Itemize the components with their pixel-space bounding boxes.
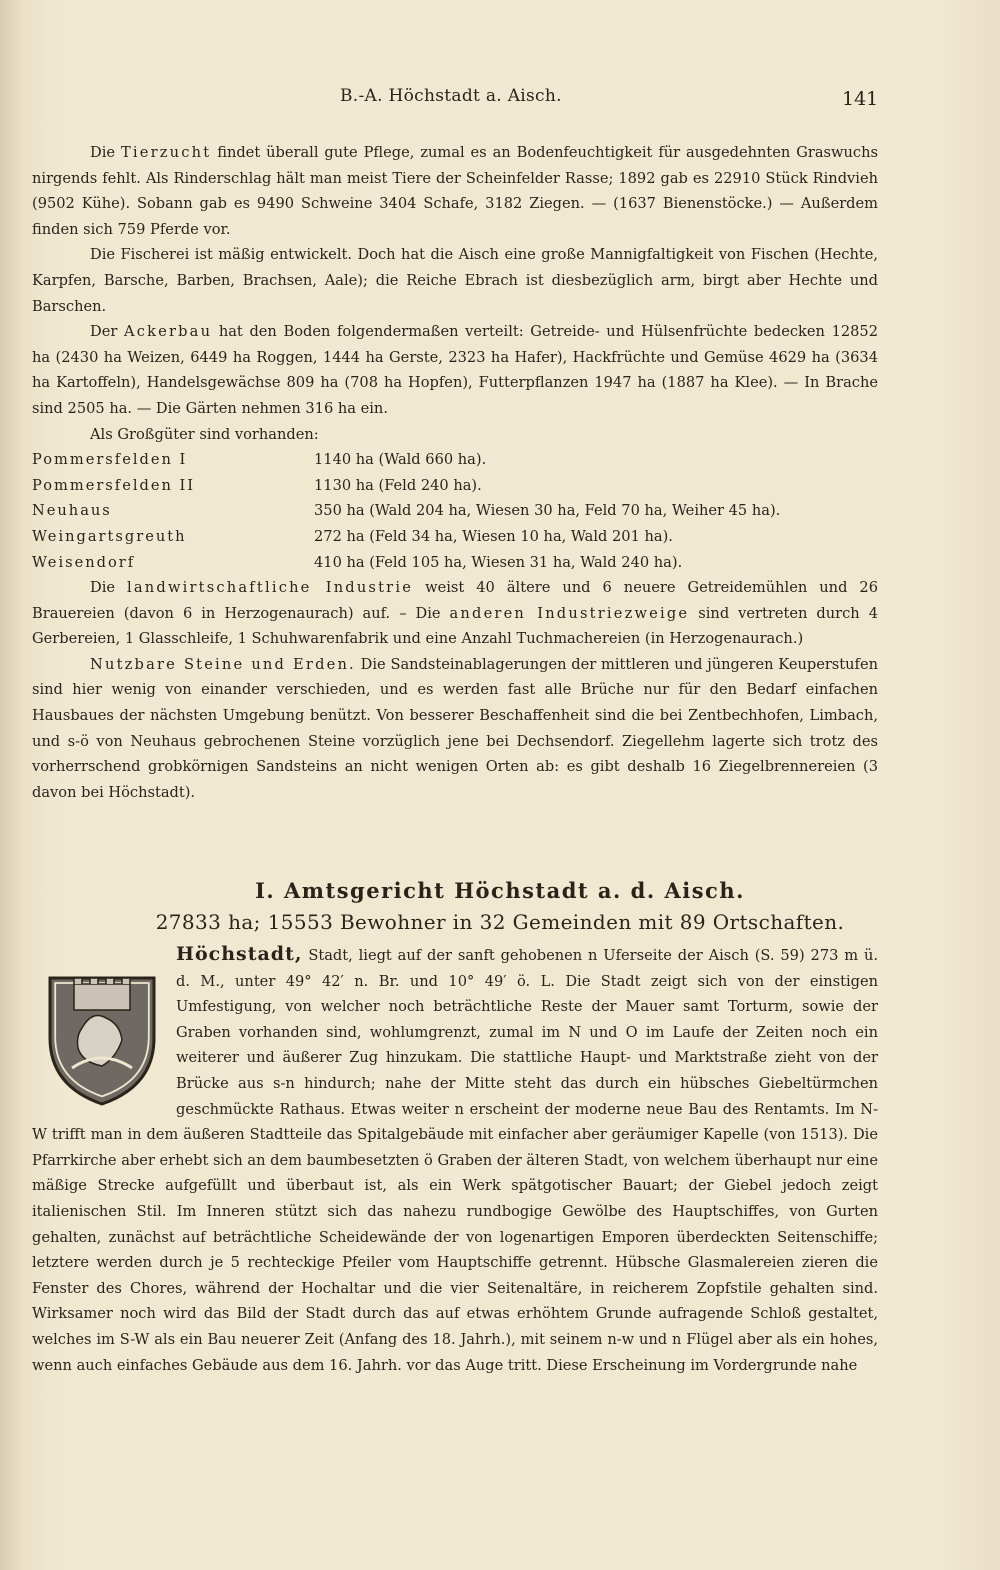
coat-of-arms-icon <box>42 968 162 1108</box>
town-name: Höchstadt, <box>176 943 303 965</box>
text-run: Die <box>90 579 128 597</box>
main-text <box>32 140 878 805</box>
text-run: hat den Boden folgendermaßen verteilt: Getreide- und Hülsenfrüchte bedecken 12852 ha (2430 ha Weizen, 6449 ha Roggen, 1444 ha Gerste, 2323 ha Hafer), Hackfrüchte und Gemüse 4629 ha (3634 ha Kartoffeln), Handelsgewächse 809 ha (708 ha Hopfen), Futterpflanzen 1947 ha (1887 ha Klee). — In Brache sind 2505 ha. — Die Gärten nehmen 316 ha ein. <box>32 323 878 417</box>
estate-name: Pommersfelden I <box>32 451 188 469</box>
text-run: Die <box>90 144 121 161</box>
paragraph-industrie <box>32 575 878 652</box>
spaced-term: Tierzucht <box>120 144 212 161</box>
spaced-term: anderen Industriezweige <box>449 604 690 622</box>
list-item <box>32 447 878 473</box>
town-entry <box>32 942 878 1378</box>
page-header <box>0 86 1000 116</box>
paragraph-steine <box>32 652 878 806</box>
page-number: 141 <box>842 88 879 110</box>
text-run: findet überall gute Pflege, zumal es an Bodenfeuchtigkeit für ausgedehnten Graswuchs nirgends fehlt. Als Rinderschlag hält man meist Tiere der Scheinfelder Rasse; 1892 gab es 22910 Stück Rindvieh (9502 Kühe). Sobann gab es 9490 Schweine 3404 Schafe, 3182 Ziegen. — (1637 Bienenstöcke.) — Außerdem finden sich 759 Pferde vor. <box>32 144 878 238</box>
estates-list <box>32 447 878 575</box>
estate-area: 1140 ha (Wald 660 ha). <box>314 451 487 469</box>
text-run: Die Sandsteinablagerungen der mittleren und jüngeren Keuperstufen sind hier wenig von einander verschieden, und es werden fast alle Brüche nur für den Bedarf einfachen Hausbaues der nächsten Umgebung benützt. Von besserer Beschaffenheit sind die bei Zentbechhofen, Limbach, und s-ö von Neuhaus gebrochenen Steine vorzüglich jene bei Dechsendorf. Ziegellehm lagerte sich trotz des vorherrschend grobkörnigen Sandsteins an nicht wenigen Orten ab: es gibt deshalb 16 Ziegelbrennereien (3 davon bei Höchstadt). <box>32 655 878 801</box>
paragraph-ackerbau <box>32 319 878 421</box>
list-item <box>32 498 878 524</box>
spaced-term: landwirtschaftliche Industrie <box>127 579 414 597</box>
section-subheading: 27833 ha; 15553 Bewohner in 32 Gemeinden mit 89 Ortschaften. <box>155 910 845 934</box>
estate-name: Weisendorf <box>32 553 136 571</box>
estate-area: 410 ha (Feld 105 ha, Wiesen 31 ha, Wald 240 ha). <box>314 553 683 571</box>
spaced-term: Nutzbare Steine und Erden. <box>90 655 356 673</box>
list-item <box>32 524 878 550</box>
list-item <box>32 550 878 576</box>
estate-area: 1130 ha (Feld 240 ha). <box>314 476 482 494</box>
estate-area: 272 ha (Feld 34 ha, Wiesen 10 ha, Wald 201 ha). <box>314 527 673 545</box>
text-run: Der <box>90 323 124 341</box>
town-description: Stadt, liegt auf der sanft gehobenen n Uferseite der Aisch (S. 59) 273 m ü. d. M., unter 49° 42′ n. Br. und 10° 49′ ö. L. Die Stadt zeigt sich von der einstigen Umfestigung, von welcher noch beträchtliche Reste der Mauer samt Torturm, sowie der Graben vorhanden sind, wohlumgrenzt, zumal im N und O im Laufe der Zeiten noch ein weiterer und äußerer Zug hinzukam. Die stattliche Haupt- und Marktstraße zieht von der Brücke aus s-n hindurch; nahe der Mitte steht das durch ein hübsches Giebeltürmchen geschmückte Rathaus. Etwas weiter n erscheint der moderne neue Bau des Rentamts. Im N-W trifft man in dem äußeren Stadtteile das Spitalgebäude mit einfacher aber geräumiger Kapelle (von 1513). Die Pfarrkirche aber erhebt sich an dem baumbesetzten ö Graben der älteren Stadt, von welchem überhaupt nur eine mäßige Strecke aufgefüllt und überbaut ist, als ein Werk spätgotischer Bauart; der Giebel jedoch zeigt italienischen Stil. Im Inneren stützt sich das nahezu rundbogige Gewölbe des Hauptschiffes, von Gurten gehalten, zunächst auf beträchtliche Scheidewände der von logenartigen Emporen überdeckten Seitenschiffe; letztere werden durch je 5 rechteckige Pfeiler vom Hauptschiffe getrennt. Hübsche Glasmalereien zieren die Fenster des Chores, während der Hochaltar und die vier Seitenaltäre, in reicherem Zopfstile gehalten sind. Wirksamer noch wird das Bild der Stadt durch das auf etwas erhöhtem Grunde aufragende Schloß gestaltet, welches im S-W als ein Bau neuerer Zeit (Anfang des 18. Jahrh.), mit seinem n-w und n Flügel aber als ein hohes, wenn auch einfaches Gebäude aus dem 16. Jahrh. vor das Auge tritt. Diese Erscheinung im Vordergrunde nahe <box>32 947 878 1374</box>
paragraph-tierzucht <box>32 140 878 242</box>
spaced-term: Ackerbau <box>123 323 213 341</box>
text-run: weist 40 ältere und 6 neuere Getreidemühlen und 26 Brauereien (davon 6 in Herzogenaurach) auf. – Die <box>32 579 878 622</box>
paragraph-estates-intro: Als Großgüter sind vorhanden: <box>90 425 319 443</box>
estate-name: Pommersfelden II <box>32 476 196 494</box>
estate-name: Weingartsgreuth <box>32 527 187 545</box>
text-run: sind vertreten durch 4 Gerbereien, 1 Glasschleife, 1 Schuhwarenfabrik und eine Anzahl Tuchmachereien (in Herzogenaurach.) <box>32 604 879 648</box>
section-heading: I. Amtsgericht Höchstadt a. d. Aisch. <box>255 878 745 903</box>
list-item <box>32 473 878 499</box>
estate-name: Neuhaus <box>32 502 112 520</box>
estate-area: 350 ha (Wald 204 ha, Wiesen 30 ha, Feld 70 ha, Weiher 45 ha). <box>314 502 781 520</box>
paragraph-fischerei: Die Fischerei ist mäßig entwickelt. Doch hat die Aisch eine große Mannigfaltigkeit von Fischen (Hechte, Karpfen, Barsche, Barben, Brachsen, Aale); die Reiche Ebrach ist diesbezüglich arm, birgt aber Hechte und Barschen. <box>32 246 878 315</box>
running-head: B.-A. Höchstadt a. Aisch. <box>340 86 562 106</box>
